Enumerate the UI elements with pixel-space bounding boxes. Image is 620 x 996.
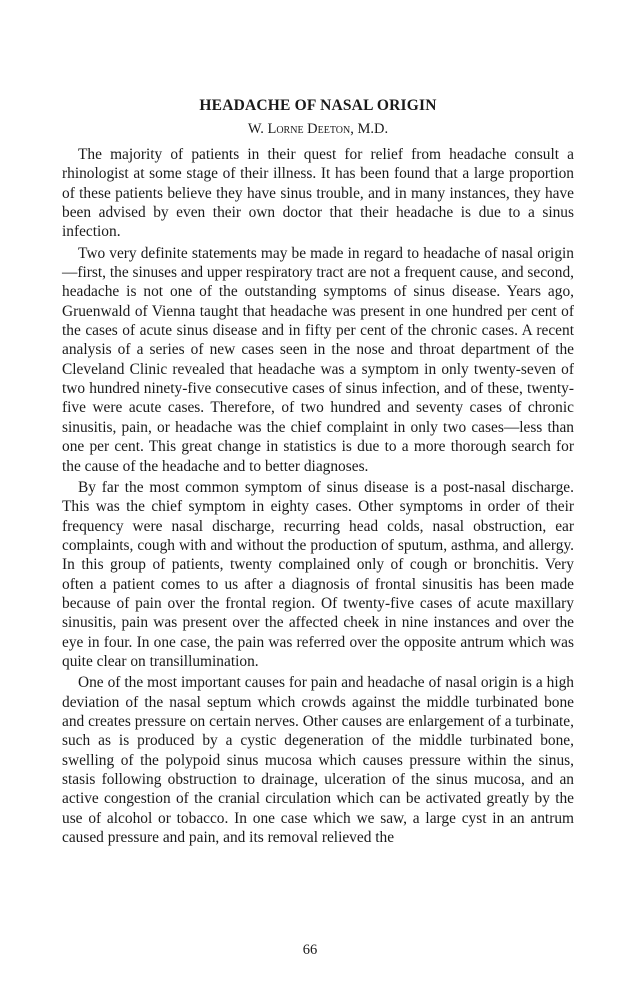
paragraph-4: One of the most important causes for pain and headache of nasal origin is a high deviation of the nasal septum which crowds against the middle turbinated bone and creates pressure on certain nerves. Other causes are enlargement of a turbinate, such as is produced by a cystic degeneration of the middle turbinated bone, swelling of the polypoid sinus mucosa which causes pressure within the sinus, stasis following obstruction to drainage, ulceration of the sinus mucosa, and an active congestion of the cranial circulation which can be activated greatly by the use of alcohol or tobacco. In one case which we saw, a large cyst in an antrum caused pressure and pain, and its removal relieved the: [62, 674, 574, 847]
article-author: W. Lorne Deeton, M.D.: [247, 121, 389, 137]
article-title: HEADACHE OF NASAL ORIGIN: [199, 97, 437, 114]
article: [62, 96, 574, 849]
page-number: 66: [302, 942, 318, 958]
paragraph-3: By far the most common symptom of sinus disease is a post-nasal discharge. This was the chief symptom in eighty cases. Other symptoms in order of their frequency were nasal discharge, recurring head colds, nasal obstruction, ear complaints, cough with and without the production of sputum, asthma, and allergy. In this group of patients, twenty complained only of cough or bronchitis. Very often a patient comes to us after a diagnosis of frontal sinusitis has been made because of pain over the frontal region. Of twenty-five cases of acute maxillary sinusitis, pain was present over the affected cheek in nine instances and over the eye in four. In one case, the pain was referred over the opposite antrum which was quite clear on transillumination.: [62, 478, 574, 670]
paragraph-1: The majority of patients in their quest for relief from headache consult a rhinologist at some stage of their illness. It has been found that a large proportion of these patients believe they have sinus trouble, and in many instances, they have been advised by even their own doctor that their headache is due to a sinus infection.: [62, 146, 574, 241]
paragraph-2: Two very definite statements may be made in regard to headache of nasal origin—first, the sinuses and upper respiratory tract are not a frequent cause, and second, headache is not one of the outstanding symptoms of sinus disease. Years ago, Gruenwald of Vienna taught that headache was present in one hundred per cent of the cases of acute sinus disease and in fifty per cent of the chronic cases. A recent analysis of a series of new cases seen in the nose and throat department of the Cleveland Clinic revealed that headache was a symptom in only twenty-seven of two hundred ninety-five consecutive cases of sinus infection, and of these, twenty-five were acute cases. Therefore, of two hundred and seventy cases of chronic sinusitis, pain, or headache was the chief complaint in only two cases—less than one per cent. This great change in statistics is due to a more thorough search for the cause of the headache and to better diagnoses.: [62, 244, 574, 475]
